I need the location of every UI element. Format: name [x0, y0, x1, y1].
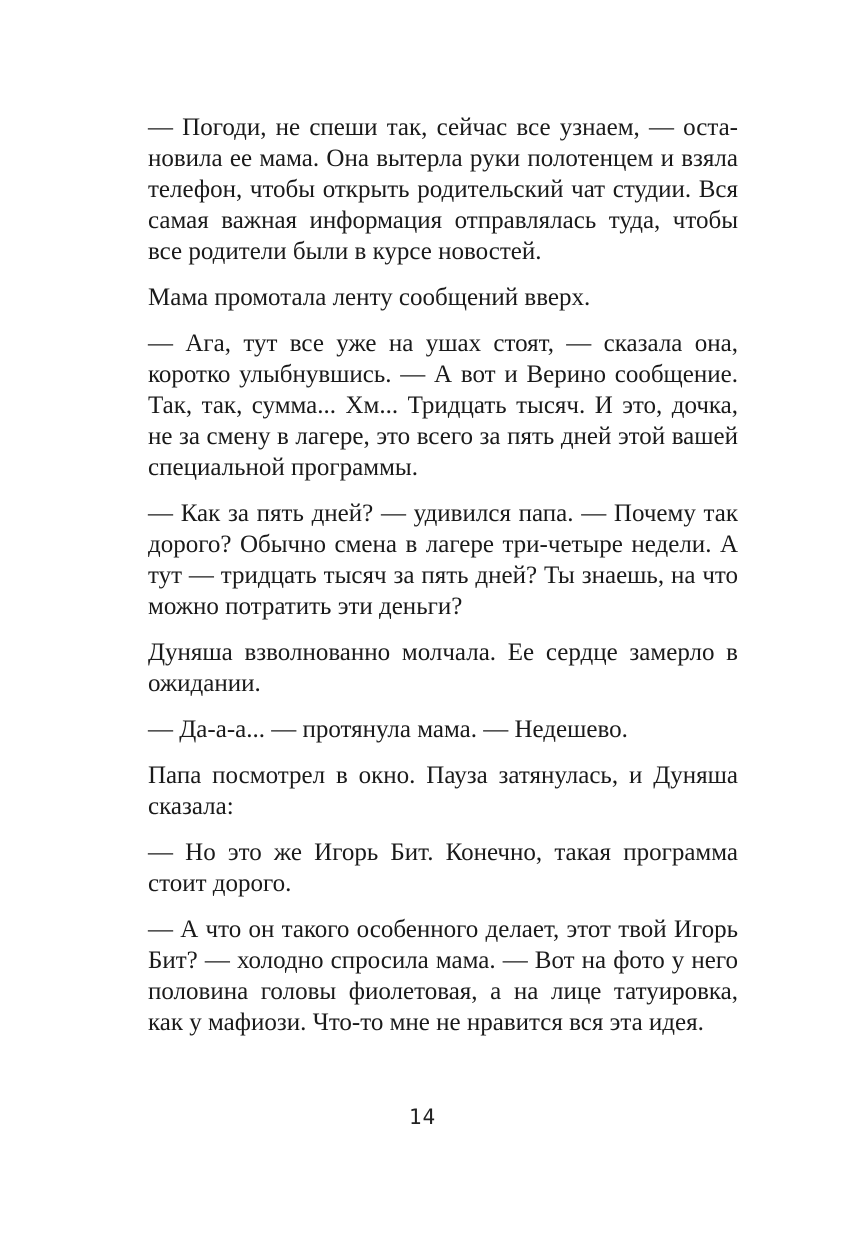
page-number: 14: [408, 1105, 437, 1129]
paragraph: — А что он такого особенного делает, этот твой Игорь Бит? — холодно спросила мама. — Вот на фото у него половина головы фиолетовая, а на лице татуировка, как у мафиози. Что-то мне не нравится вся эта идея.: [148, 916, 738, 1036]
paragraph: — Но это же Игорь Бит. Конечно, такая программа стоит дорого.: [148, 839, 738, 897]
paragraph: — Как за пять дней? — удивился папа. — Почему так дорого? Обычно смена в лагере три-четыре недели. А тут — тридцать тысяч за пять дней? Ты знаешь, на что можно потратить эти деньги?: [148, 500, 738, 620]
paragraph: Дуняша взволнованно молчала. Ее сердце замерло в ожидании.: [148, 639, 738, 697]
paragraph: Папа посмотрел в окно. Пауза затянулась, и Дуняша сказала:: [148, 762, 738, 820]
paragraph: — Да-а-а... — протянула мама. — Недешево.: [148, 716, 628, 743]
paragraph: Мама промотала ленту сообщений вверх.: [148, 284, 591, 311]
paragraph: — Ага, тут все уже на ушах стоят, — сказала она, коротко улыбнувшись. — А вот и Верино сообщение. Так, так, сумма... Хм... Тридцать тысяч. И это, дочка, не за смену в лагере, это всего за пять дней этой вашей специальной программы.: [148, 330, 738, 481]
paragraph: — Погоди, не спеши так, сейчас все узнаем, — остановила ее мама. Она вытерла руки полотенцем и взяла телефон, чтобы открыть родительский чат студии. Вся самая важная информация отправлялась туда, чтобы все родители были в курсе новостей.: [148, 114, 738, 265]
body-text: [148, 112, 738, 1053]
